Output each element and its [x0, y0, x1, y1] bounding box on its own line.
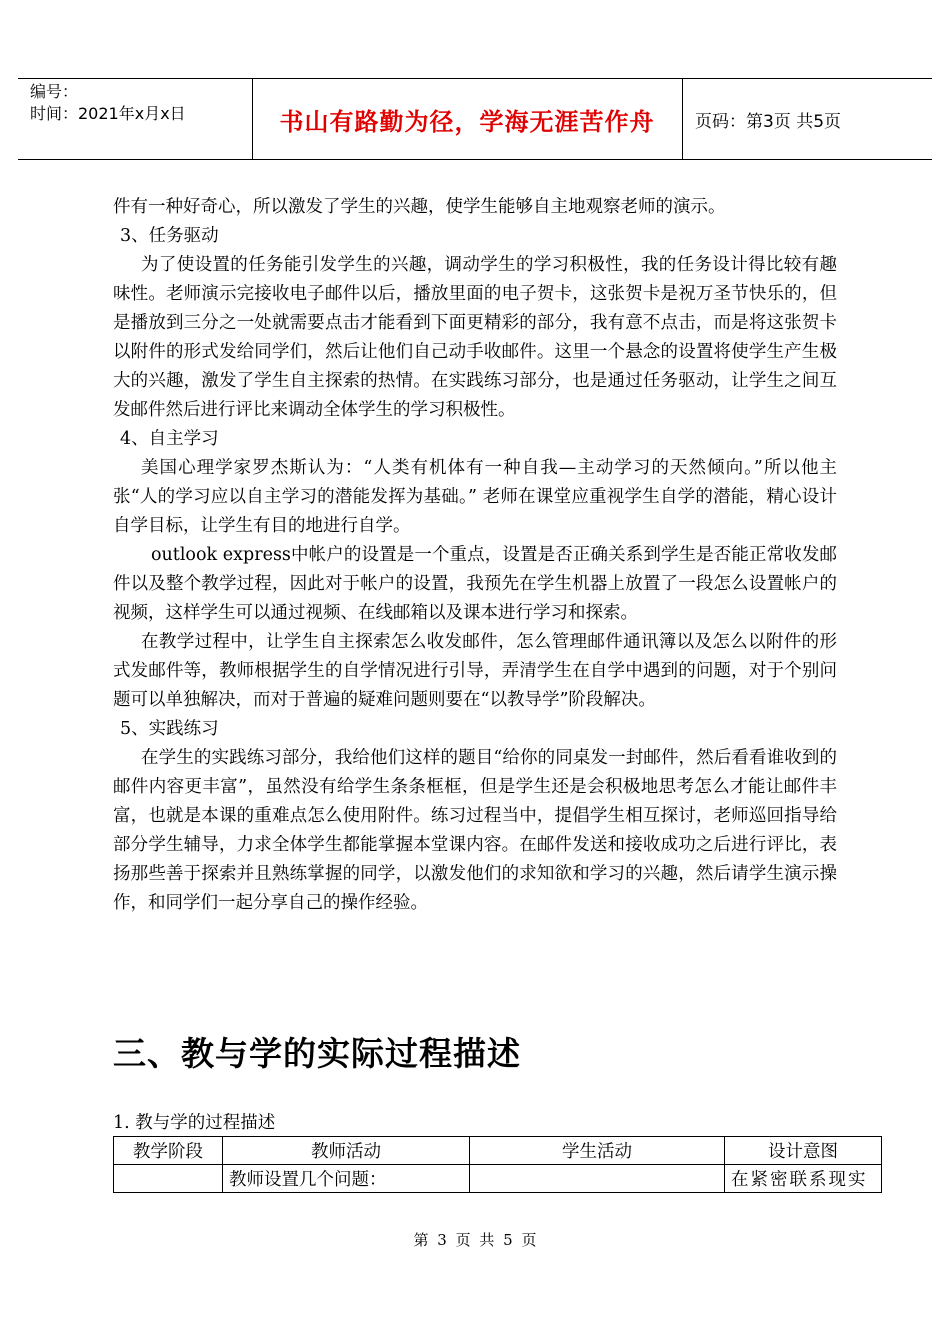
- table-header-cell: 学生活动: [470, 1137, 725, 1165]
- table-header-cell: 设计意图: [725, 1137, 882, 1165]
- table-header-row: [114, 1137, 882, 1165]
- paragraph: 件有一种好奇心，所以激发了学生的兴趣，使学生能够自主地观察老师的演示。: [113, 197, 726, 217]
- table-header-cell: 教学阶段: [114, 1137, 223, 1165]
- paragraph: 在教学过程中，让学生自主探索怎么收发邮件，怎么管理邮件通讯簿以及怎么以附件的形式发邮件等，教师根据学生的自学情况进行引导，弄清学生在自学中遇到的问题，对于个别问题可以单独解决，而对于普遍的疑难问题则要在“以教导学”阶段解决。: [113, 632, 837, 710]
- section-heading-self-learning: 4、自主学习: [120, 429, 219, 449]
- paragraph: outlook express中帐户的设置是一个重点，设置是否正确关系到学生是否能正常收发邮件以及整个教学过程，因此对于帐户的设置，我预先在学生机器上放置了一段怎么设置帐户的视频，这样学生可以通过视频、在线邮箱以及课本进行学习和探索。: [113, 545, 837, 623]
- document-time-label: 时间：2021年x月x日: [30, 104, 186, 123]
- section-heading-practice: 5、实践练习: [120, 719, 219, 739]
- table-row: [114, 1165, 882, 1193]
- header-meta-cell: [18, 79, 253, 159]
- header-motto: 书山有路勤为径，学海无涯苦作舟: [279, 107, 655, 136]
- paragraph: 为了使设置的任务能引发学生的兴趣，调动学生的学习积极性，我的任务设计得比较有趣味性。老师演示完接收电子邮件以后，播放里面的电子贺卡，这张贺卡是祝万圣节快乐的，但是播放到三分之一处就需要点击才能看到下面更精彩的部分，我有意不点击，而是将这张贺卡以附件的形式发给同学们，然后让他们自己动手收邮件。这里一个悬念的设置将使学生产生极大的兴趣，激发了学生自主探索的热情。在实践练习部分，也是通过任务驱动，让学生之间互发邮件然后进行评比来调动全体学生的学习积极性。: [113, 255, 837, 420]
- header-page-label: 页码：第3页 共5页: [695, 111, 842, 132]
- table-cell: [114, 1165, 223, 1193]
- section-title: 三、教与学的实际过程描述: [113, 1034, 521, 1073]
- header-page-cell: [683, 79, 932, 159]
- document-number-label: 编号：: [30, 82, 79, 101]
- paragraph: 美国心理学家罗杰斯认为：“人类有机体有一种自我—主动学习的天然倾向。”所以他主张“人的学习应以自主学习的潜能发挥为基础。” 老师在课堂应重视学生自学的潜能，精心设计自学目标，让学生有目的地进行自学。: [113, 458, 837, 536]
- body-text: [113, 193, 837, 918]
- paragraph: 在学生的实践练习部分，我给他们这样的题目“给你的同桌发一封邮件，然后看看谁收到的邮件内容更丰富”，虽然没有给学生条条框框，但是学生还是会积极地思考怎么才能让邮件丰富，也就是本课的重难点怎么使用附件。练习过程当中，提倡学生相互探讨，老师巡回指导给部分学生辅导，力求全体学生都能掌握本堂课内容。在邮件发送和接收成功之后进行评比，表扬那些善于探索并且熟练掌握的同学，以激发他们的求知欲和学习的兴趣，然后请学生演示操作，和同学们一起分享自己的操作经验。: [113, 748, 837, 913]
- page-header: [18, 78, 932, 160]
- section-heading-task-driven: 3、任务驱动: [120, 226, 219, 246]
- process-table: [113, 1136, 882, 1193]
- table-cell: 在紧密联系现实: [725, 1165, 882, 1193]
- page-footer: 第 3 页 共 5 页: [413, 1231, 537, 1249]
- table-cell: [470, 1165, 725, 1193]
- table-cell: 教师设置几个问题：: [223, 1165, 470, 1193]
- table-header-cell: 教师活动: [223, 1137, 470, 1165]
- subsection-title: 1. 教与学的过程描述: [113, 1113, 276, 1133]
- header-motto-cell: [252, 79, 683, 159]
